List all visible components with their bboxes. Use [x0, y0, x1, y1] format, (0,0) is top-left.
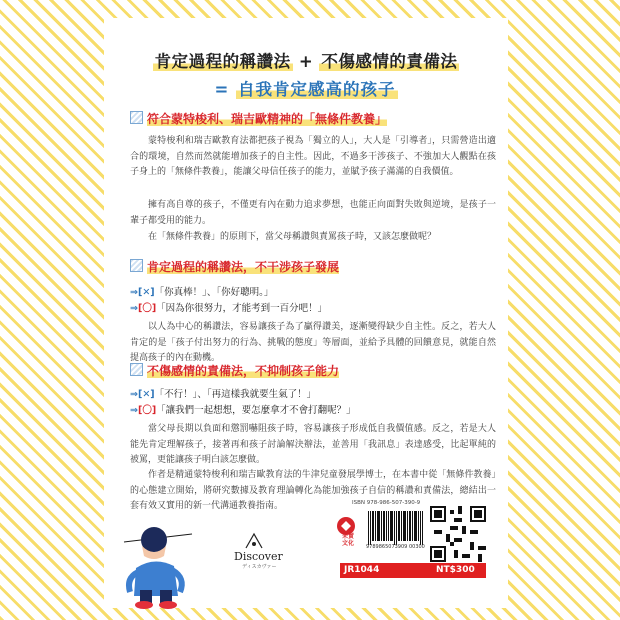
price: NT$300	[436, 565, 475, 575]
barcode-icon	[368, 511, 424, 545]
title-praise: 肯定過程的稱讚法	[154, 52, 291, 71]
section-square-icon	[130, 259, 143, 272]
section1-para2: 擁有高自尊的孩子，不僅更有內在動力追求夢想，也能正向面對失敗與逆境，是孩子一輩子都受用的能力。	[130, 200, 496, 226]
product-code: JR1044	[344, 565, 380, 575]
arrow-icon: ⇒	[130, 405, 138, 416]
imprint-name: 采實 文化	[342, 533, 355, 547]
title-scold: 不傷感情的責備法	[321, 52, 458, 71]
sitting-boy-illustration	[114, 512, 200, 610]
section1-heading: 符合蒙特梭利、瑞吉歐精神的「無條件教養」	[130, 110, 387, 127]
title-line-1	[104, 48, 508, 72]
section1-para3: 在「無條件教養」的原則下，當父母稱讚與責罵孩子時，又該怎麼做呢？	[148, 232, 437, 242]
section3-para: 當父母長期以負面和懲罰嚇阻孩子時，容易讓孩子形成低自我價值感。反之，若是大人能先肯定理解孩子，接著再和孩子討論解決辦法，並善用「我訊息」表達感受，比起單純的被罵，更能讓孩子明白該怎麼做。	[130, 424, 496, 465]
title-equals: =	[214, 80, 230, 99]
section-square-icon	[130, 363, 143, 376]
arrow-icon: ⇒	[130, 303, 138, 314]
discover-publisher-name: Discover	[234, 550, 283, 563]
barcode-number: 9789865073909 00300	[366, 544, 425, 550]
section1-para1: 蒙特梭利和瑞吉歐教育法都把孩子視為「獨立的人」，大人是「引導者」，只需營造出適合的環境，自然而然就能增加孩子的自主性。因此，不過多干涉孩子、不強加大人觀點在孩子身上的「無條件教養」，能讓父母信任孩子的能力，並賦予孩子滿滿的自我價值。	[130, 136, 496, 177]
product-code-price-bar	[340, 563, 486, 578]
circle-icon: 〇	[142, 303, 152, 314]
discover-publisher-sub: ディスカヴァー	[242, 564, 277, 570]
qr-code-icon	[430, 506, 486, 562]
section2-bullet-right: ⇒[〇]「因為你很努力，才能考到一百分吧！」	[130, 303, 328, 314]
isbn-text: ISBN 978-986-507-390-9	[352, 500, 421, 506]
section3-heading: 不傷感情的責備法，不抑制孩子能力	[130, 362, 339, 379]
arrow-icon: ⇒	[130, 389, 138, 400]
title-plus: +	[298, 52, 314, 71]
cross-icon: ✕	[142, 287, 151, 298]
arrow-icon: ⇒	[130, 287, 138, 298]
title-line-2	[104, 76, 508, 100]
discover-logo-icon	[244, 532, 264, 550]
circle-icon: 〇	[142, 405, 152, 416]
section2-bullet-wrong: ⇒[✕]「你真棒！」、「你好聰明。」	[130, 287, 274, 298]
section-square-icon	[130, 111, 143, 124]
section2-heading: 肯定過程的稱讚法，不干涉孩子發展	[130, 258, 339, 275]
section3-bullet-wrong: ⇒[✕]「不行！」、「再這樣我就要生氣了！」	[130, 389, 317, 400]
section2-para: 以人為中心的稱讚法，容易讓孩子為了贏得讚美，逐漸變得缺少自主性。反之，若大人肯定的是「孩子付出努力的行為、挑戰的態度」等層面，並給予具體的回饋意見，就能自然提高孩子的內在動機。	[130, 322, 496, 363]
title-result: 自我肯定感高的孩子	[238, 80, 396, 99]
cross-icon: ✕	[142, 389, 151, 400]
section3-bullet-right: ⇒[〇]「讓我們一起想想，要怎麼拿才不會打翻呢？」	[130, 405, 356, 416]
author-para: 作者是精通蒙特梭利和瑞吉歐教育法的牛津兒童發展學博士，在本書中從「無條件教養」的心態建立開始，將研究數據及教育理論轉化為能加強孩子自信的稱讚和責備法，總結出一套有效又實用的新一代溝通教養指南。	[130, 470, 496, 511]
